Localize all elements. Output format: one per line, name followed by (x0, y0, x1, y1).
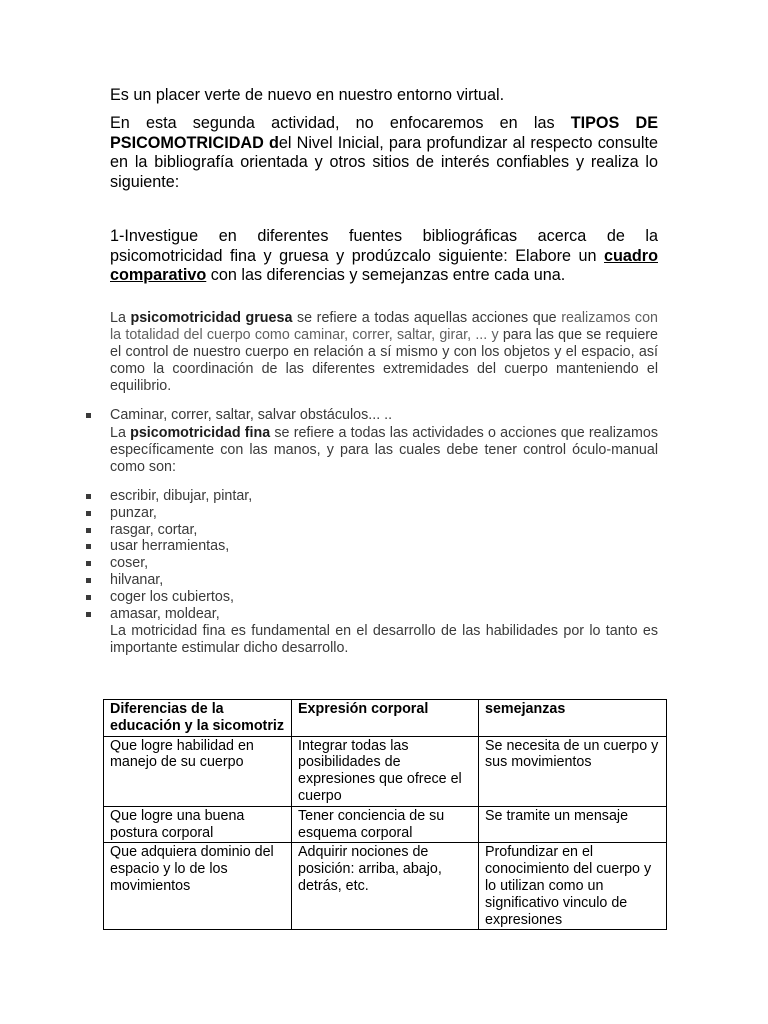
intro-line: Es un placer verte de nuevo en nuestro entorno virtual. (110, 86, 505, 104)
list-item-text: amasar, moldear, (110, 605, 220, 622)
square-bullet-icon (86, 494, 91, 499)
table-header-cell: Diferencias de la educación y la sicomotriz (104, 700, 292, 737)
conclusion-paragraph: La motricidad fina es fundamental en el desarrollo de las habilidades por lo tanto es importante estimular dicho desarrollo. (110, 623, 658, 656)
list-item (86, 488, 252, 505)
gruesa-paragraph (110, 310, 658, 395)
table-row (104, 843, 667, 930)
square-bullet-icon (86, 612, 91, 617)
table-header-cell: Expresión corporal (292, 700, 479, 737)
question-1-end: con las diferencias y semejanzas entre cada una. (206, 266, 566, 284)
table-row (104, 736, 667, 806)
fina-term: psicomotricidad fina (130, 425, 271, 441)
list-item (86, 505, 252, 522)
table-cell: Que logre una buena postura corporal (104, 806, 292, 843)
table-row (104, 806, 667, 843)
table-cell: Adquirir nociones de posición: arriba, abajo, detrás, etc. (292, 843, 479, 930)
gruesa-rest: para las que se requiere el control de nuestro cuerpo en relación a sí mismo y con los objetos y el espacio, así como la coordinación de las diferentes extremidades del cuerpo manteniendo el equilibrio. (110, 327, 658, 394)
activity-text-start: En esta segunda actividad, no enfocaremos en las (110, 114, 571, 132)
fina-paragraph (110, 425, 658, 476)
question-1-keyword: cuadro comparativo (110, 246, 658, 284)
fina-lead: La (110, 425, 131, 441)
activity-paragraph (110, 114, 658, 192)
table-header-row (104, 700, 667, 737)
list-item-text: coser, (110, 555, 149, 572)
square-bullet-icon (86, 528, 91, 533)
table-cell: Tener conciencia de su esquema corporal (292, 806, 479, 843)
list-item-text: usar herramientas, (110, 538, 230, 555)
fina-rest: se refiere a todas las actividades o acciones que realizamos específicamente con las manos, y para las cuales debe tener control óculo-manual como son: (110, 425, 658, 475)
list-item (86, 572, 252, 589)
table-header-cell: semejanzas (479, 700, 667, 737)
table-cell: Que logre habilidad en manejo de su cuerpo (104, 736, 292, 806)
list-item (86, 522, 252, 539)
list-item-text: rasgar, cortar, (110, 521, 198, 538)
gruesa-bullet (86, 407, 682, 424)
table-cell: Que adquiera dominio del espacio y lo de los movimientos (104, 843, 292, 930)
list-item (86, 606, 252, 623)
gruesa-bullet-text: Caminar, correr, saltar, salvar obstáculos... .. (110, 407, 393, 423)
activity-text-end: el Nivel Inicial, para profundizar al respecto consulte en la bibliografía orientada y otros sitios de interés confiables y realiza lo siguiente: (110, 133, 658, 191)
square-bullet-icon (86, 511, 91, 516)
question-1 (110, 227, 658, 286)
list-item (86, 555, 252, 572)
square-bullet-icon (86, 413, 91, 418)
gruesa-lead: La (110, 310, 131, 326)
list-item-text: coger los cubiertos, (110, 588, 234, 605)
activity-topic: TIPOS DE PSICOMOTRICIDAD d (110, 114, 659, 152)
comparison-table (103, 699, 667, 930)
list-item (86, 589, 252, 606)
list-item (86, 538, 252, 555)
gruesa-term: psicomotricidad gruesa (130, 310, 293, 326)
square-bullet-icon (86, 595, 91, 600)
table-cell: Integrar todas las posibilidades de expresiones que ofrece el cuerpo (292, 736, 479, 806)
square-bullet-icon (86, 578, 91, 583)
table-cell: Profundizar en el conocimiento del cuerpo y lo utilizan como un significativo vinculo de expresiones (479, 843, 667, 930)
fina-list (86, 488, 252, 622)
gruesa-light-line: realizamos con la totalidad del cuerpo como caminar, correr, saltar, girar, ... y (110, 310, 658, 343)
list-item-text: punzar, (110, 504, 157, 521)
list-item-text: escribir, dibujar, pintar, (110, 488, 253, 504)
square-bullet-icon (86, 561, 91, 566)
gruesa-line1: se refiere a todas aquellas acciones que (292, 310, 557, 326)
question-1-start: 1-Investigue en diferentes fuentes bibliográficas acerca de la psicomotricidad fina y gruesa y prodúzcalo siguiente: Elabore un (110, 227, 658, 265)
square-bullet-icon (86, 544, 91, 549)
table-cell: Se tramite un mensaje (479, 806, 667, 843)
table-cell: Se necesita de un cuerpo y sus movimientos (479, 736, 667, 806)
list-item-text: hilvanar, (110, 571, 164, 588)
